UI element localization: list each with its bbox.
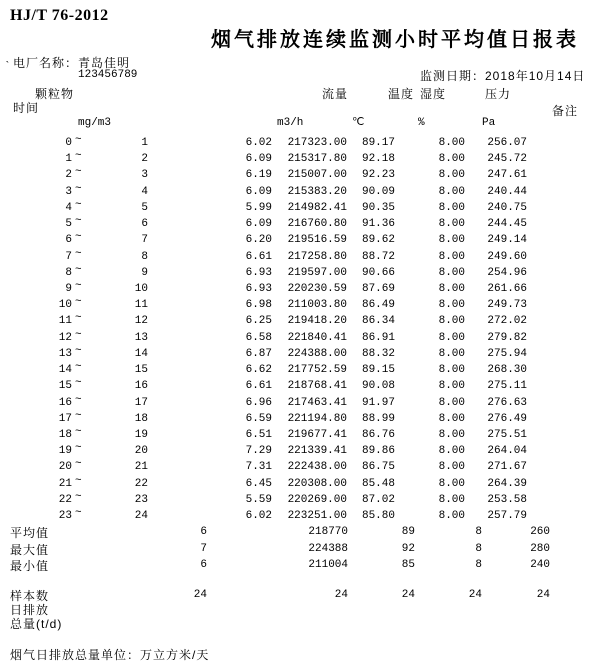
footer-note: 烟气日排放总量单位：万立方米/天 xyxy=(10,648,210,662)
col-remark-label: 备注 xyxy=(552,104,579,118)
cell-hour-end: 15 xyxy=(134,364,148,377)
cell-pm: 7.31 xyxy=(245,461,272,474)
cell-hour-start: 12 xyxy=(58,331,72,344)
table-row xyxy=(0,492,603,508)
cell-tilde: ~ xyxy=(75,312,82,325)
plant-name: 电厂名称：青岛佳明 xyxy=(13,56,131,70)
cell-tilde: ~ xyxy=(75,361,82,374)
cell-pressure: 272.02 xyxy=(487,315,527,328)
cell-flow: 215317.80 xyxy=(287,153,347,166)
cell-humidity: 8.00 xyxy=(438,315,465,328)
cell-hour-start: 15 xyxy=(58,380,72,393)
cell-hour-start: 11 xyxy=(58,315,72,328)
table-row xyxy=(0,330,603,346)
cell-temp: 91.97 xyxy=(361,396,395,409)
cell-pressure: 247.61 xyxy=(487,169,527,182)
cell-hour-end: 18 xyxy=(134,412,148,425)
cell-pressure: 275.51 xyxy=(487,428,527,441)
unit-pressure: Pa xyxy=(482,117,496,129)
cell-pressure: 244.45 xyxy=(487,218,527,231)
cell-hour-end: 10 xyxy=(134,282,148,295)
unit-flow: m3/h xyxy=(277,117,304,129)
cell-pressure: 275.94 xyxy=(487,347,527,360)
cell-tilde: ~ xyxy=(75,231,82,244)
cell-humidity: 8.00 xyxy=(438,380,465,393)
cell-hour-end: 24 xyxy=(134,510,148,523)
cell-hour-start: 22 xyxy=(58,493,72,506)
cell-flow: 219597.00 xyxy=(287,266,347,279)
cell-humidity: 8.00 xyxy=(438,364,465,377)
cell-pressure: 253.58 xyxy=(487,493,527,506)
cell-pm: 6.98 xyxy=(245,299,272,312)
cell-hour-start: 20 xyxy=(58,461,72,474)
cell-tilde: ~ xyxy=(75,425,82,438)
cell-flow: 211003.80 xyxy=(287,299,347,312)
cell-hour-start: 1 xyxy=(65,153,72,166)
cell-pm: 5.99 xyxy=(245,201,272,214)
table-row xyxy=(0,427,603,443)
standard-code: HJ/T 76-2012 xyxy=(10,7,109,24)
cell-hour-end: 11 xyxy=(134,299,148,312)
cell-hour-start: 9 xyxy=(65,282,72,295)
cell-pm: 6.59 xyxy=(245,412,272,425)
cell-hour-start: 4 xyxy=(65,201,72,214)
cell-tilde: ~ xyxy=(75,263,82,276)
cell-pm: 6.20 xyxy=(245,234,272,247)
sample-count-value: 24 xyxy=(193,589,207,601)
summary-value: 280 xyxy=(530,543,550,555)
summary-value: 8 xyxy=(475,543,482,555)
cell-humidity: 8.00 xyxy=(438,445,465,458)
cell-tilde: ~ xyxy=(75,507,82,520)
cell-pressure: 261.66 xyxy=(487,282,527,295)
cell-temp: 89.15 xyxy=(361,364,395,377)
sample-count-value: 24 xyxy=(468,589,482,601)
cell-pm: 6.93 xyxy=(245,266,272,279)
cell-flow: 214982.41 xyxy=(287,201,347,214)
cell-hour-end: 17 xyxy=(134,396,148,409)
cell-pm: 6.62 xyxy=(245,364,272,377)
table-row xyxy=(0,443,603,459)
cell-hour-end: 6 xyxy=(141,218,148,231)
cell-tilde: ~ xyxy=(75,215,82,228)
cell-hour-start: 17 xyxy=(58,412,72,425)
table-row xyxy=(0,281,603,297)
cell-tilde: ~ xyxy=(75,328,82,341)
cell-temp: 87.02 xyxy=(361,493,395,506)
cell-pressure: 249.60 xyxy=(487,250,527,263)
cell-hour-start: 18 xyxy=(58,428,72,441)
report-title: 烟气排放连续监测小时平均值日报表 xyxy=(211,29,579,51)
cell-temp: 92.18 xyxy=(361,153,395,166)
table-row xyxy=(0,378,603,394)
summary-value: 8 xyxy=(475,526,482,538)
col-pressure-label: 压力 xyxy=(485,87,512,101)
cell-pm: 6.96 xyxy=(245,396,272,409)
unit-humidity: % xyxy=(418,117,425,129)
cell-hour-end: 20 xyxy=(134,445,148,458)
table-row xyxy=(0,200,603,216)
summary-value: 85 xyxy=(401,559,415,571)
table-row xyxy=(0,395,603,411)
table-row xyxy=(0,362,603,378)
col-flow-label: 流量 xyxy=(322,87,349,101)
summary-value: 224388 xyxy=(308,543,348,555)
cell-hour-start: 10 xyxy=(58,299,72,312)
cell-humidity: 8.00 xyxy=(438,331,465,344)
table-row xyxy=(0,167,603,183)
cell-humidity: 8.00 xyxy=(438,201,465,214)
table-row xyxy=(0,184,603,200)
cell-temp: 86.75 xyxy=(361,461,395,474)
cell-flow: 217463.41 xyxy=(287,396,347,409)
cell-temp: 86.76 xyxy=(361,428,395,441)
cell-hour-end: 12 xyxy=(134,315,148,328)
cell-pressure: 254.96 xyxy=(487,266,527,279)
sample-count-label: 样本数 xyxy=(10,589,50,603)
cell-flow: 220308.00 xyxy=(287,477,347,490)
cell-hour-end: 2 xyxy=(141,153,148,166)
cell-humidity: 8.00 xyxy=(438,347,465,360)
cell-hour-end: 4 xyxy=(141,185,148,198)
cell-hour-start: 3 xyxy=(65,185,72,198)
summary-value: 7 xyxy=(200,543,207,555)
unit-temp: ℃ xyxy=(352,117,365,129)
cell-hour-end: 1 xyxy=(141,137,148,149)
summary-value: 92 xyxy=(401,543,415,555)
plant-code: 123456789 xyxy=(78,69,138,81)
cell-humidity: 8.00 xyxy=(438,461,465,474)
cell-hour-start: 7 xyxy=(65,250,72,263)
table-row xyxy=(0,297,603,313)
cell-pm: 6.09 xyxy=(245,153,272,166)
cell-humidity: 8.00 xyxy=(438,412,465,425)
monitor-date: 监测日期：2018年10月14日 xyxy=(420,69,586,83)
table-row xyxy=(0,411,603,427)
summary-value: 89 xyxy=(401,526,415,538)
cell-hour-end: 3 xyxy=(141,169,148,182)
cell-flow: 217258.80 xyxy=(287,250,347,263)
cell-hour-start: 14 xyxy=(58,364,72,377)
cell-tilde: ~ xyxy=(75,182,82,195)
cell-tilde: ~ xyxy=(75,458,82,471)
cell-tilde: ~ xyxy=(75,150,82,163)
cell-flow: 215383.20 xyxy=(287,185,347,198)
cell-hour-end: 9 xyxy=(141,266,148,279)
cell-humidity: 8.00 xyxy=(438,153,465,166)
cell-hour-start: 21 xyxy=(58,477,72,490)
cell-pressure: 256.07 xyxy=(487,137,527,149)
cell-pressure: 249.14 xyxy=(487,234,527,247)
cell-humidity: 8.00 xyxy=(438,234,465,247)
cell-flow: 216760.80 xyxy=(287,218,347,231)
cell-hour-start: 16 xyxy=(58,396,72,409)
cell-temp: 88.72 xyxy=(361,250,395,263)
summary-label: 最小值 xyxy=(10,559,50,573)
cell-temp: 89.62 xyxy=(361,234,395,247)
cell-pm: 6.09 xyxy=(245,185,272,198)
cell-flow: 222438.00 xyxy=(287,461,347,474)
cell-pm: 6.25 xyxy=(245,315,272,328)
summary-value: 6 xyxy=(200,559,207,571)
cell-hour-end: 22 xyxy=(134,477,148,490)
cell-hour-end: 21 xyxy=(134,461,148,474)
cell-hour-start: 0 xyxy=(65,137,72,149)
cell-pressure: 240.75 xyxy=(487,201,527,214)
cell-pm: 6.19 xyxy=(245,169,272,182)
cell-hour-start: 5 xyxy=(65,218,72,231)
cell-pressure: 264.04 xyxy=(487,445,527,458)
cell-humidity: 8.00 xyxy=(438,282,465,295)
cell-tilde: ~ xyxy=(75,393,82,406)
table-row xyxy=(0,508,603,524)
cell-tilde: ~ xyxy=(75,409,82,422)
cell-temp: 90.35 xyxy=(361,201,395,214)
table-row xyxy=(0,265,603,281)
daily-emission-label-line1: 日排放 xyxy=(10,603,50,617)
cell-temp: 85.48 xyxy=(361,477,395,490)
cell-pressure: 271.67 xyxy=(487,461,527,474)
cell-pm: 6.58 xyxy=(245,331,272,344)
cell-humidity: 8.00 xyxy=(438,218,465,231)
sample-count-value: 24 xyxy=(334,589,348,601)
cell-humidity: 8.00 xyxy=(438,477,465,490)
table-row xyxy=(0,476,603,492)
cell-pm: 6.51 xyxy=(245,428,272,441)
cell-temp: 88.99 xyxy=(361,412,395,425)
cell-humidity: 8.00 xyxy=(438,250,465,263)
cell-temp: 90.66 xyxy=(361,266,395,279)
cell-tilde: ~ xyxy=(75,166,82,179)
table-row xyxy=(0,346,603,362)
cell-pm: 6.02 xyxy=(245,137,272,149)
cell-pm: 6.02 xyxy=(245,510,272,523)
cell-humidity: 8.00 xyxy=(438,396,465,409)
cell-humidity: 8.00 xyxy=(438,493,465,506)
summary-value: 218770 xyxy=(308,526,348,538)
cell-tilde: ~ xyxy=(75,490,82,503)
col-pm-label: 颗粒物 xyxy=(35,87,75,101)
cell-tilde: ~ xyxy=(75,198,82,211)
cell-humidity: 8.00 xyxy=(438,510,465,523)
cell-temp: 90.09 xyxy=(361,185,395,198)
cell-flow: 219516.59 xyxy=(287,234,347,247)
summary-value: 211004 xyxy=(308,559,348,571)
cell-humidity: 8.00 xyxy=(438,299,465,312)
cell-pm: 7.29 xyxy=(245,445,272,458)
cell-pm: 6.93 xyxy=(245,282,272,295)
cell-pm: 6.09 xyxy=(245,218,272,231)
cell-pressure: 264.39 xyxy=(487,477,527,490)
cell-flow: 219418.20 xyxy=(287,315,347,328)
cell-temp: 86.49 xyxy=(361,299,395,312)
cell-pm: 6.45 xyxy=(245,477,272,490)
cell-temp: 88.32 xyxy=(361,347,395,360)
cell-tilde: ~ xyxy=(75,296,82,309)
col-time-label: 时间 xyxy=(13,101,40,115)
cell-flow: 221339.41 xyxy=(287,445,347,458)
daily-emission-label-line2: 总量(t/d) xyxy=(10,617,63,631)
cell-temp: 89.86 xyxy=(361,445,395,458)
cell-temp: 90.08 xyxy=(361,380,395,393)
cell-tilde: ~ xyxy=(75,377,82,390)
cell-pm: 6.61 xyxy=(245,250,272,263)
cell-flow: 223251.00 xyxy=(287,510,347,523)
cell-tilde: ~ xyxy=(75,247,82,260)
table-row xyxy=(0,249,603,265)
summary-row xyxy=(0,541,603,557)
cell-pressure: 249.73 xyxy=(487,299,527,312)
sample-count-value: 24 xyxy=(536,589,550,601)
cell-flow: 217323.00 xyxy=(287,137,347,149)
cell-pm: 6.87 xyxy=(245,347,272,360)
cell-tilde: ~ xyxy=(75,344,82,357)
unit-pm: mg/m3 xyxy=(78,117,112,129)
cell-humidity: 8.00 xyxy=(438,137,465,149)
cell-hour-end: 23 xyxy=(134,493,148,506)
cell-pressure: 276.49 xyxy=(487,412,527,425)
cell-hour-start: 23 xyxy=(58,510,72,523)
cell-hour-end: 5 xyxy=(141,201,148,214)
table-row xyxy=(0,216,603,232)
col-humidity-label: 湿度 xyxy=(420,87,447,101)
table-row xyxy=(0,313,603,329)
stray-mark: ` xyxy=(4,61,11,73)
sample-count-value: 24 xyxy=(401,589,415,601)
cell-tilde: ~ xyxy=(75,442,82,455)
cell-temp: 86.34 xyxy=(361,315,395,328)
cell-flow: 221194.80 xyxy=(287,412,347,425)
cell-hour-end: 16 xyxy=(134,380,148,393)
cell-humidity: 8.00 xyxy=(438,185,465,198)
cell-flow: 215007.00 xyxy=(287,169,347,182)
cell-flow: 217752.59 xyxy=(287,364,347,377)
cell-flow: 224388.00 xyxy=(287,347,347,360)
cell-pm: 5.59 xyxy=(245,493,272,506)
cell-pressure: 275.11 xyxy=(487,380,527,393)
cell-flow: 218768.41 xyxy=(287,380,347,393)
cell-flow: 220269.00 xyxy=(287,493,347,506)
summary-value: 240 xyxy=(530,559,550,571)
table-row xyxy=(0,459,603,475)
cell-temp: 89.17 xyxy=(361,137,395,149)
cell-hour-end: 19 xyxy=(134,428,148,441)
cell-pressure: 279.82 xyxy=(487,331,527,344)
cell-hour-end: 8 xyxy=(141,250,148,263)
cell-pressure: 257.79 xyxy=(487,510,527,523)
cell-flow: 221840.41 xyxy=(287,331,347,344)
cell-tilde: ~ xyxy=(75,279,82,292)
summary-label: 平均值 xyxy=(10,526,50,540)
cell-pressure: 245.72 xyxy=(487,153,527,166)
cell-pressure: 276.63 xyxy=(487,396,527,409)
summary-value: 260 xyxy=(530,526,550,538)
sample-count-row xyxy=(0,587,603,603)
cell-hour-start: 13 xyxy=(58,347,72,360)
table-row xyxy=(0,151,603,167)
cell-temp: 91.36 xyxy=(361,218,395,231)
cell-pressure: 240.44 xyxy=(487,185,527,198)
cell-pm: 6.61 xyxy=(245,380,272,393)
cell-hour-start: 2 xyxy=(65,169,72,182)
cell-humidity: 8.00 xyxy=(438,428,465,441)
cell-hour-start: 6 xyxy=(65,234,72,247)
cell-hour-start: 8 xyxy=(65,266,72,279)
summary-value: 8 xyxy=(475,559,482,571)
cell-hour-end: 13 xyxy=(134,331,148,344)
cell-temp: 92.23 xyxy=(361,169,395,182)
cell-temp: 85.80 xyxy=(361,510,395,523)
cell-tilde: ~ xyxy=(75,474,82,487)
cell-hour-start: 19 xyxy=(58,445,72,458)
cell-humidity: 8.00 xyxy=(438,169,465,182)
cell-hour-end: 7 xyxy=(141,234,148,247)
cell-hour-end: 14 xyxy=(134,347,148,360)
summary-row xyxy=(0,524,603,540)
hourly-data-rows xyxy=(0,135,603,524)
cell-flow: 220230.59 xyxy=(287,282,347,295)
summary-value: 6 xyxy=(200,526,207,538)
summary-label: 最大值 xyxy=(10,543,50,557)
cell-humidity: 8.00 xyxy=(438,266,465,279)
cell-temp: 86.91 xyxy=(361,331,395,344)
table-row xyxy=(0,232,603,248)
cell-temp: 87.69 xyxy=(361,282,395,295)
cell-tilde: ~ xyxy=(75,134,82,146)
col-temp-label: 温度 xyxy=(388,87,415,101)
summary-row xyxy=(0,557,603,573)
cell-flow: 219677.41 xyxy=(287,428,347,441)
cell-pressure: 268.30 xyxy=(487,364,527,377)
table-row xyxy=(0,135,603,151)
